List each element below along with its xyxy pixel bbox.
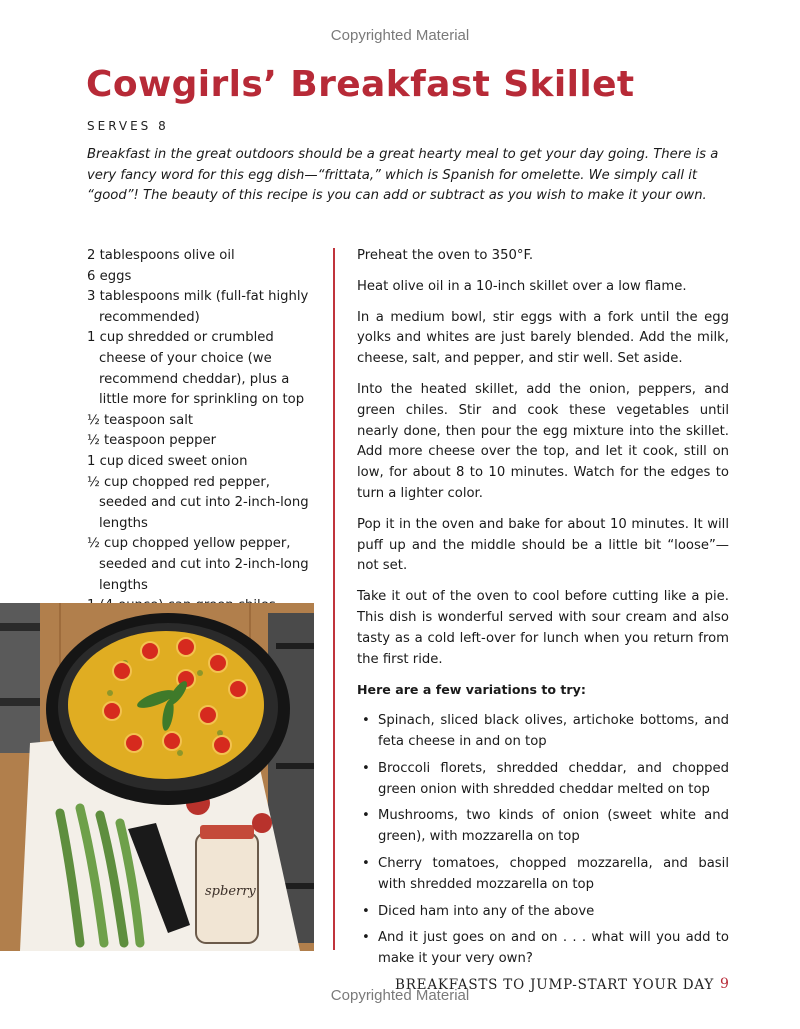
ingredient-list	[87, 246, 319, 658]
bullet-icon: •	[362, 713, 370, 729]
ingredient-item: ½ teaspoon salt	[87, 412, 194, 428]
bullet-icon: •	[362, 760, 370, 776]
variation-text: Mushrooms, two kinds of onion (sweet white and green), with mozzarella on top	[378, 808, 729, 845]
ingredient-item: 1 cup shredded or crumbled cheese of your choice (we recommend cheddar), plus a little more for sprinkling on top	[87, 330, 305, 408]
variations-heading: Here are a few variations to try:	[357, 682, 586, 698]
bullet-icon: •	[362, 855, 370, 871]
variation-item	[357, 854, 729, 896]
step-paragraph: Take it out of the oven to cool before cutting like a pie. This dish is wonderful served with sour cream and also tasty as a cold left-over for lunch when you return from the first ride.	[357, 589, 729, 667]
variation-item	[357, 806, 729, 848]
ingredient-item: ½ teaspoon pepper	[87, 433, 217, 449]
towel-jar-label: spberry	[205, 884, 256, 899]
variation-text: Diced ham into any of the above	[378, 903, 595, 919]
ingredient-item: ½ cup chopped yellow pepper, seeded and cut into 2-inch-long lengths	[87, 536, 309, 593]
variation-item	[357, 928, 729, 970]
ingredient-item: 1 cup diced sweet onion	[87, 453, 248, 469]
variation-item	[357, 759, 729, 801]
step-paragraph: In a medium bowl, stir eggs with a fork until the egg yolks and whites are just barely blended. Add the milk, cheese, salt, and pepper, and stir well. Set aside.	[357, 309, 729, 367]
column-divider	[333, 248, 335, 950]
variation-item	[357, 711, 729, 753]
instructions	[357, 246, 729, 976]
step-paragraph: Into the heated skillet, add the onion, peppers, and green chiles. Stir and cook these vegetables until nearly done, then pour the egg mixture into the skillet. Add more cheese over the top, and let it cook, still on low, for about 8 to 10 minutes. Watch for the edges to turn a lighter color.	[357, 381, 729, 501]
variation-text: Spinach, sliced black olives, artichoke bottoms, and feta cheese in and on top	[378, 713, 729, 749]
copyright-watermark-bottom: Copyrighted Material	[330, 987, 470, 1004]
variations-list	[357, 711, 729, 970]
step-paragraph: Pop it in the oven and bake for about 10 minutes. It will puff up and the middle should be a little bit “loose”—not set.	[357, 516, 729, 574]
recipe-title: Cowgirls’ Breakfast Skillet	[86, 64, 635, 105]
recipe-intro: Breakfast in the great outdoors should be a great hearty meal to get your day going. There is a very fancy word for this egg dish—“frittata,” which is Spanish for omelette. We simply call it “good”! The beauty of this recipe is you can add or subtract as you wish to make it your own.	[87, 147, 719, 203]
ingredient-item: ½ cup chopped red pepper, seeded and cut into 2-inch-long lengths	[87, 474, 309, 531]
step-paragraph: Preheat the oven to 350°F.	[357, 248, 534, 263]
running-footer: BREAKFASTS TO JUMP-START YOUR DAY	[395, 977, 715, 993]
ingredient-item: 6 eggs	[87, 268, 132, 284]
variation-item	[357, 902, 729, 923]
bullet-icon: •	[362, 808, 370, 824]
copyright-watermark-top: Copyrighted Material	[330, 27, 470, 44]
serves-label: SERVES 8	[87, 119, 169, 133]
step-paragraph: Heat olive oil in a 10-inch skillet over a low flame.	[357, 278, 687, 294]
skillet-photo	[0, 603, 314, 951]
variation-text: And it just goes on and on . . . what will you add to make it your very own?	[378, 930, 729, 967]
page-number: 9	[720, 976, 729, 992]
bullet-icon: •	[362, 903, 370, 919]
ingredient-item: 2 tablespoons olive oil	[87, 248, 235, 263]
variation-text: Broccoli florets, shredded cheddar, and chopped green onion with shredded cheddar melted on top	[378, 760, 729, 797]
ingredient-item: 3 tablespoons milk (full-fat highly recommended)	[87, 289, 309, 325]
variation-text: Cherry tomatoes, chopped mozzarella, and basil with shredded mozzarella on top	[378, 855, 729, 892]
bullet-icon: •	[362, 930, 370, 946]
